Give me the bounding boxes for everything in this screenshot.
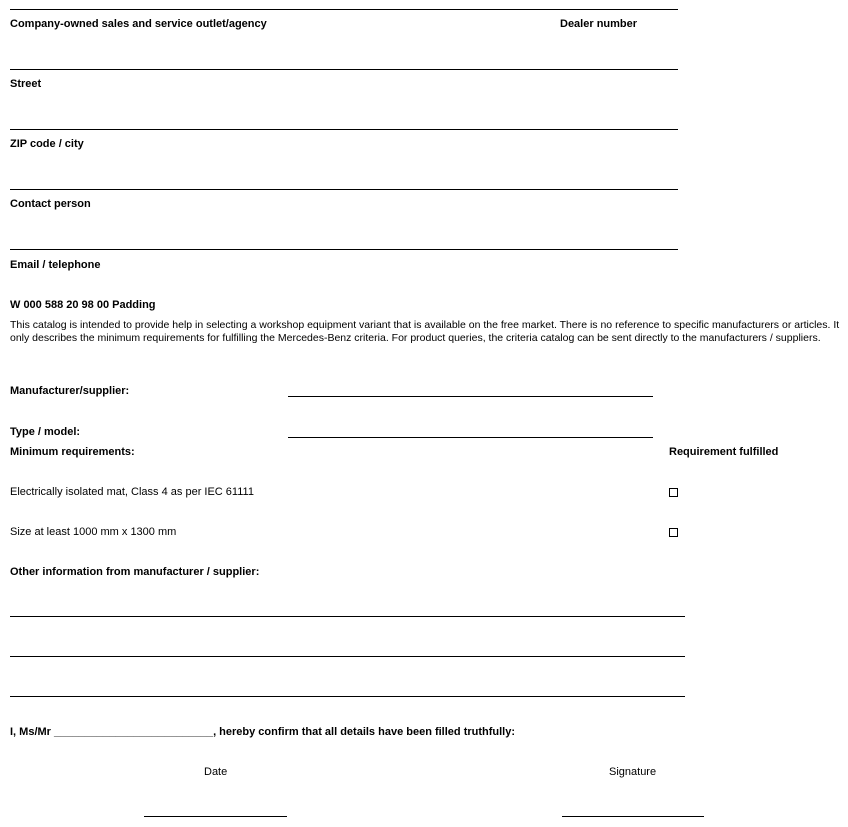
requirement-1-checkbox[interactable] (669, 488, 678, 497)
outlet-line[interactable] (10, 9, 678, 10)
manufacturer-label: Manufacturer/supplier: (10, 385, 130, 397)
street-label: Street (10, 78, 42, 90)
other-info-line-2[interactable] (10, 656, 685, 657)
outlet-label: Company-owned sales and service outlet/agency (10, 18, 267, 30)
requirement-item-2: Size at least 1000 mm x 1300 mm (10, 526, 177, 538)
other-info-label: Other information from manufacturer / supplier: (10, 566, 260, 578)
requirement-2-checkbox[interactable] (669, 528, 678, 537)
other-info-line-3[interactable] (10, 696, 685, 697)
manufacturer-input-line[interactable] (288, 396, 653, 397)
requirement-item-1: Electrically isolated mat, Class 4 as per IEC 61111 (10, 486, 254, 498)
signature-line[interactable] (562, 816, 704, 817)
date-label: Date (204, 766, 228, 778)
email-label: Email / telephone (10, 259, 101, 271)
street-line[interactable] (10, 69, 678, 70)
contact-line[interactable] (10, 189, 678, 190)
other-info-line-1[interactable] (10, 616, 685, 617)
requirement-fulfilled-header: Requirement fulfilled (669, 446, 779, 458)
product-description: This catalog is intended to provide help in selecting a workshop equipment variant that is available on the free market. There is no reference to specific manufacturers or articles. It only describes the minimum requirements for fulfilling the Mercedes-Benz criteria. For product queries, the criteria catalog can be sent directly to the manufacturers / suppliers. (10, 319, 840, 344)
type-label: Type / model: (10, 426, 81, 438)
confirmation-statement: I, Ms/Mr __________________________, hereby confirm that all details have been filled truthfully: (10, 726, 516, 738)
product-title: W 000 588 20 98 00 Padding (10, 299, 156, 311)
zip-label: ZIP code / city (10, 138, 84, 150)
email-line[interactable] (10, 249, 678, 250)
dealer-number-label: Dealer number (560, 18, 638, 30)
type-input-line[interactable] (288, 437, 653, 438)
zip-line[interactable] (10, 129, 678, 130)
signature-label: Signature (609, 766, 657, 778)
date-line[interactable] (144, 816, 287, 817)
contact-label: Contact person (10, 198, 91, 210)
requirements-header: Minimum requirements: (10, 446, 135, 458)
